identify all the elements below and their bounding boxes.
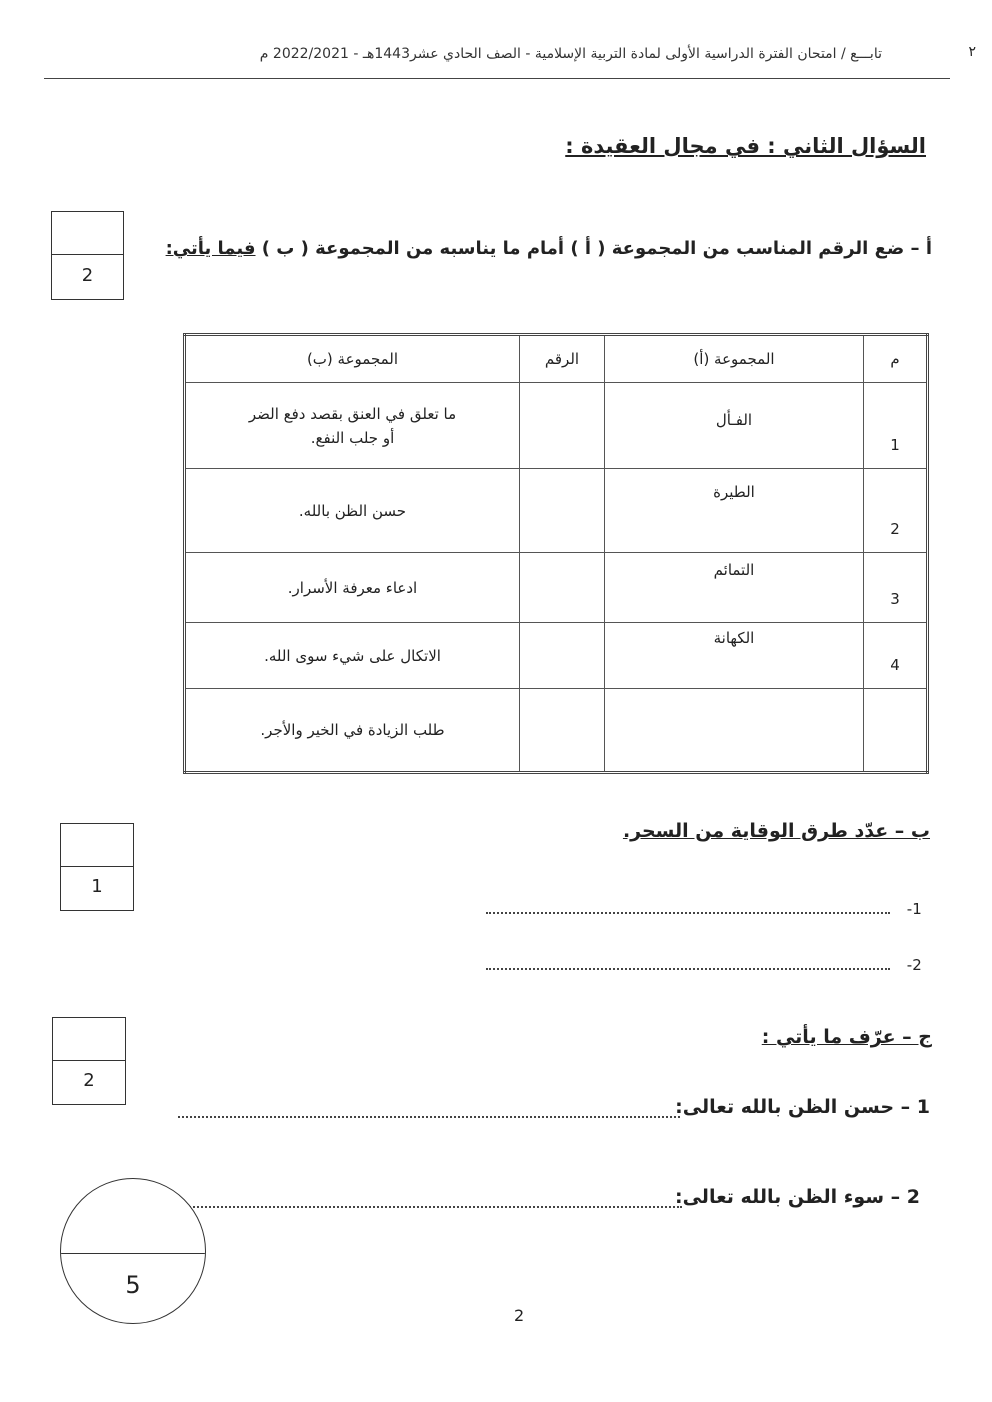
- score-box-blank: [53, 1018, 125, 1061]
- part-b-title: ب – عدّد طرق الوقاية من السحر.: [622, 820, 930, 842]
- answer-cell[interactable]: [520, 383, 605, 469]
- table-row: [185, 553, 928, 623]
- row-number: 1: [864, 383, 928, 469]
- answer-cell[interactable]: [520, 553, 605, 623]
- group-a-item: [605, 689, 864, 773]
- matching-table: [183, 333, 929, 774]
- group-a-item: الطيرة: [605, 469, 864, 553]
- row-number: 2: [864, 469, 928, 553]
- group-a-item: التمائم: [605, 553, 864, 623]
- instruction-main: أ – ضع الرقم المناسب من المجموعة ( أ ) أمام ما يناسبه من المجموعة ( ب ): [261, 238, 932, 259]
- table-row: [185, 623, 928, 689]
- line-label: -2: [906, 956, 922, 974]
- total-score-value: 5: [125, 1271, 141, 1299]
- line-label: -1: [906, 900, 922, 918]
- circle-divider: [61, 1253, 205, 1254]
- score-box-blank: [52, 212, 123, 255]
- table-header-row: [185, 335, 928, 383]
- header-m: م: [864, 335, 928, 383]
- group-b-item: ادعاء معرفة الأسرار.: [185, 553, 520, 623]
- answer-cell[interactable]: [520, 469, 605, 553]
- table-row: [185, 689, 928, 773]
- definition-item-1: 1 – حسن الظن بالله تعالى:: [675, 1096, 930, 1118]
- header-group-b: المجموعة (ب): [185, 335, 520, 383]
- score-box-part-b: [60, 823, 134, 911]
- dotted-line[interactable]: [486, 958, 890, 970]
- row-number: 3: [864, 553, 928, 623]
- row-number: 4: [864, 623, 928, 689]
- row-number: [864, 689, 928, 773]
- score-box-part-a: [51, 211, 124, 300]
- score-value: 2: [81, 265, 94, 286]
- group-b-item: طلب الزيادة في الخير والأجر.: [185, 689, 520, 773]
- question-title: السؤال الثاني : في مجال العقيدة :: [565, 134, 926, 158]
- header-number: الرقم: [520, 335, 605, 383]
- group-b-line-1: ما تعلق في العنق بقصد دفع الضر: [248, 404, 457, 423]
- answer-line[interactable]: [486, 900, 922, 918]
- score-box-blank: [61, 824, 133, 867]
- group-b-item: حسن الظن بالله.: [185, 469, 520, 553]
- dotted-line[interactable]: [178, 1106, 680, 1118]
- header-divider: [44, 78, 950, 79]
- answer-cell[interactable]: [520, 689, 605, 773]
- group-b-line-2: أو جلب النفع.: [310, 428, 395, 447]
- answer-cell[interactable]: [520, 623, 605, 689]
- part-c-title: ج – عرّف ما يأتي :: [761, 1026, 932, 1048]
- dotted-line[interactable]: [178, 1196, 682, 1208]
- score-value: 2: [83, 1070, 95, 1091]
- table-row: [185, 469, 928, 553]
- score-value: 1: [91, 876, 103, 897]
- definition-item-2: 2 – سوء الظن بالله تعالى:: [674, 1186, 920, 1208]
- answer-line[interactable]: [486, 956, 922, 974]
- instruction-tail: فيما يأتي:: [165, 238, 256, 259]
- group-a-item: الكهانة: [605, 623, 864, 689]
- group-a-item: الفـأل: [605, 383, 864, 469]
- table-row: [185, 383, 928, 469]
- header-group-a: المجموعة (أ): [605, 335, 864, 383]
- group-b-item: الاتكال على شيء سوى الله.: [185, 623, 520, 689]
- group-b-item: [185, 383, 520, 469]
- score-box-part-c: [52, 1017, 126, 1105]
- dotted-line[interactable]: [486, 902, 890, 914]
- corner-mark: ٢: [968, 44, 976, 60]
- exam-header: تابـــع / امتحان الفترة الدراسية الأولى لمادة التربية الإسلامية - الصف الحادي عشر1443هـ - 2022/2021 م: [259, 46, 882, 62]
- page-number: 2: [514, 1306, 525, 1325]
- part-a-instruction: [166, 238, 932, 259]
- total-score-circle: [60, 1178, 206, 1324]
